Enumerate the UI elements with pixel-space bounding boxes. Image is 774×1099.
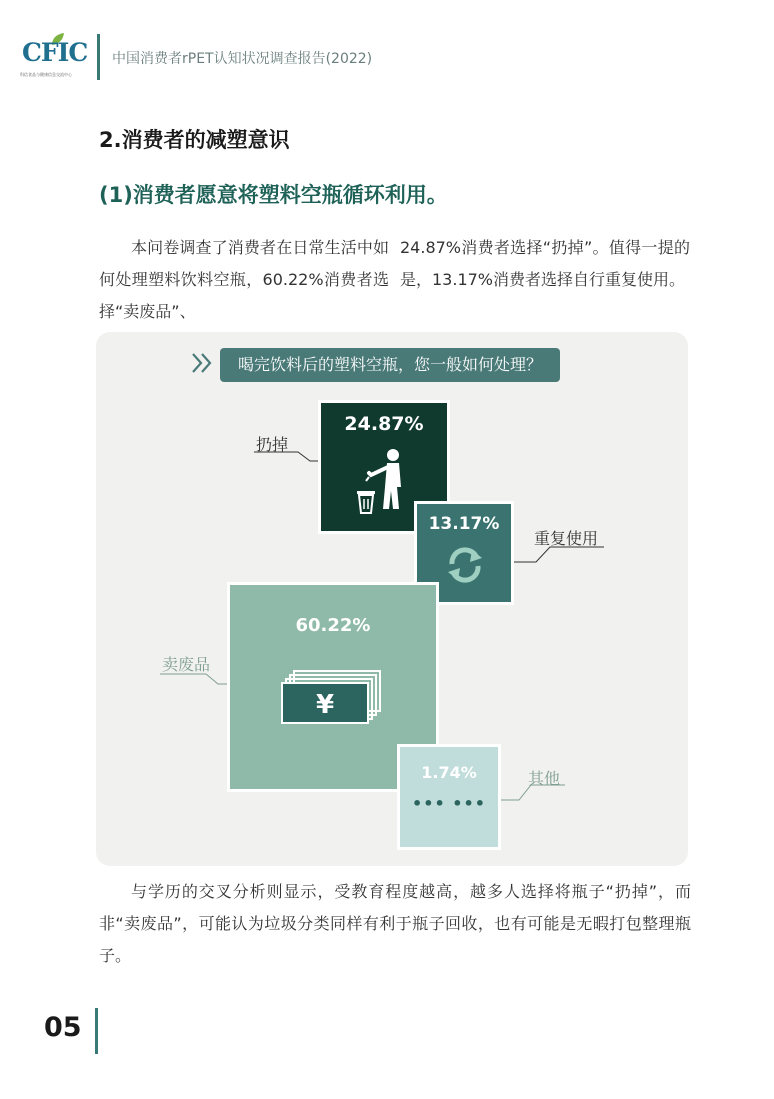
survey-question: 喝完饮料后的塑料空瓶，您一般如何处理？	[220, 348, 560, 382]
footer-divider	[95, 1008, 98, 1054]
page-number: 05	[44, 1012, 82, 1043]
sell-as-scrap-percent: 60.22%	[295, 615, 371, 636]
reuse-percent: 13.17%	[428, 514, 500, 534]
reuse-label: 重复使用	[534, 529, 599, 548]
intro-paragraph-left: 本问卷调查了消费者在日常生活中如何处理塑料饮料空瓶，60.22%消费者选择“卖废品”、	[99, 238, 389, 321]
throw-away-percent: 24.87%	[344, 413, 424, 435]
svg-text:¥: ¥	[315, 690, 335, 720]
section-title: 2.消费者的减塑意识	[99, 128, 290, 152]
header-divider	[97, 34, 100, 80]
cfic-logo	[20, 32, 86, 82]
other-block	[397, 744, 501, 850]
analysis-paragraph: 与学历的交叉分析则显示，受教育程度越高，越多人选择将瓶子“扔掉”，而非“卖废品”，可能认为垃圾分类同样有利于瓶子回收，也有可能是无暇打包整理瓶子。	[99, 882, 691, 965]
logo-subtitle: 科信食品与健康信息交流中心	[20, 72, 72, 77]
other-label: 其他	[528, 769, 561, 788]
subsection-title: (1)消费者愿意将塑料空瓶循环利用。	[99, 183, 448, 207]
recycle-icon	[446, 546, 484, 584]
double-chevron-right-icon	[191, 352, 215, 374]
trash-icon	[355, 447, 415, 519]
logo-text: CFIC	[22, 38, 88, 67]
bottle-disposal-infographic	[96, 332, 688, 866]
intro-paragraph-right: 24.87%消费者选择“扔掉”。值得一提的是，13.17%消费者选择自行重复使用。	[400, 238, 690, 289]
throw-away-label: 扔掉	[256, 435, 289, 454]
page-header	[20, 28, 760, 84]
sell-as-scrap-label: 卖废品	[162, 655, 211, 674]
other-percent: 1.74%	[421, 763, 477, 782]
yuan-money-icon	[280, 669, 384, 727]
dots-icon: ••• •••	[412, 794, 486, 813]
report-title: 中国消费者rPET认知状况调查报告(2022)	[112, 51, 373, 67]
